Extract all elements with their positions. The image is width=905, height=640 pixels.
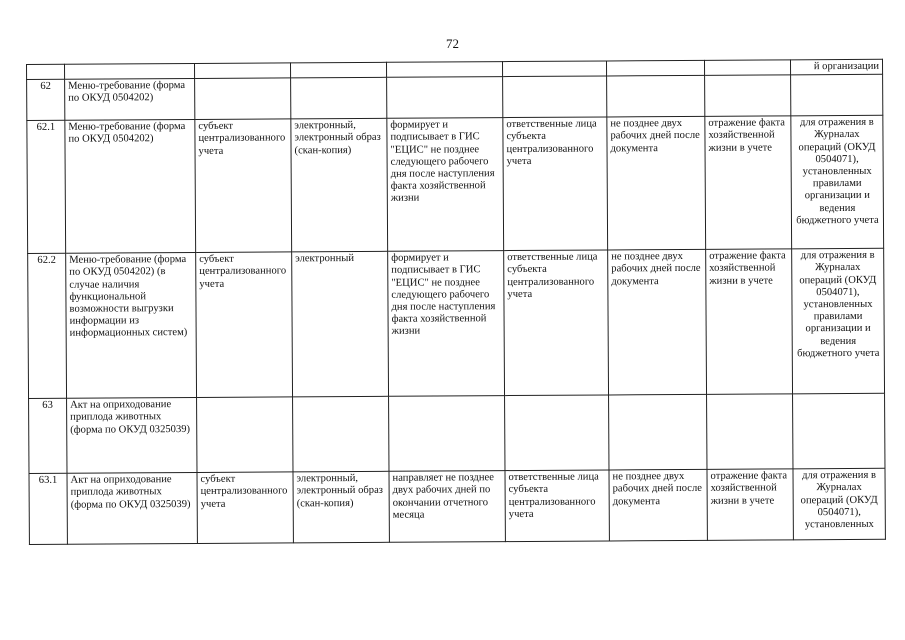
reflection-cell: отражение факта хозяйственной жизни в учете [706,249,793,395]
responsible-cell [505,395,609,471]
format-cell [291,78,387,120]
document-sheet [26,59,885,592]
responsible-cell [503,76,607,118]
responsible-cell: ответственные лица субъекта централизованного учета [505,470,609,542]
reflection-cell: отражение факта хозяйственной жизни в учете [705,116,792,250]
document-flow-table [26,59,886,545]
format-cell: электронный, электронный образ (скан-копия) [293,471,389,543]
row-number: 63 [29,398,67,473]
format-cell: электронный [292,251,389,397]
table-cell [606,60,704,76]
subject-cell [197,397,293,473]
purpose-cell: для отражения в Журналах операций (ОКУД 0504071), установленных правилами организации и ведения бюджетного учета [792,248,885,394]
purpose-cell [793,393,885,469]
table-cell [386,62,502,78]
table-cell [27,64,65,79]
document-name: Меню-требование (форма по ОКУД 0504202) [65,120,196,254]
action-cell [389,396,505,472]
deadline-cell [609,395,707,471]
purpose-cell: для отражения в Журналах операций (ОКУД 0504071), установленных [793,468,885,540]
table-cell [790,59,882,75]
action-cell [387,77,503,119]
table-row [29,393,885,473]
table-cell [704,60,790,76]
continued-text: й организации [813,60,880,73]
deadline-cell: не позднее двух рабочих дней после документа [607,117,706,251]
reflection-cell: отражение факта хозяйственной жизни в учете [707,469,793,541]
table-cell [65,63,195,79]
subject-cell [195,78,291,120]
table-row [27,74,883,120]
subject-cell: субъект централизованного учета [197,472,293,544]
reflection-cell [705,75,791,117]
row-number: 62.2 [28,253,67,398]
document-name: Акт на оприходование приплода животных (форма по ОКУД 0325039) [67,398,197,474]
table-row [27,115,884,253]
purpose-cell [791,74,883,116]
table-row [28,248,885,398]
deadline-cell: не позднее двух рабочих дней после документа [609,470,707,542]
purpose-cell: для отражения в Журналах операций (ОКУД 0504071), установленных правилами организации и ведения бюджетного учета [791,115,884,249]
format-cell [293,396,389,472]
table-row [29,468,885,544]
subject-cell: субъект централизованного учета [195,119,292,253]
responsible-cell: ответственные лица субъекта централизованного учета [503,117,608,251]
responsible-cell: ответственные лица субъекта централизованного учета [504,250,609,396]
row-number: 62 [27,79,65,120]
action-cell: направляет не позднее двух рабочих дней по окончании отчетного месяца [389,471,505,543]
deadline-cell: не позднее двух рабочих дней после документа [608,250,707,396]
document-name: Меню-требование (форма по ОКУД 0504202) [65,79,195,121]
reflection-cell [707,394,793,470]
row-number: 62.1 [27,120,66,253]
action-cell: формирует и подписывает в ГИС "ЕЦИС" не позднее следующего рабочего дня после наступления факта хозяйственной жизни [388,251,505,397]
page-number: 72 [446,36,459,51]
document-name: Меню-требование (форма по ОКУД 0504202) (в случае наличия функциональной возможности выгрузки информации из информационных систем) [66,253,197,399]
table-cell [290,62,386,78]
document-name: Акт на оприходование приплода животных (форма по ОКУД 0325039) [67,473,197,545]
format-cell: электронный, электронный образ (скан-копия) [291,118,388,252]
row-number: 63.1 [29,473,67,544]
action-cell: формирует и подписывает в ГИС "ЕЦИС" не позднее следующего рабочего дня после наступления факта хозяйственной жизни [387,118,504,252]
table-cell [194,63,290,79]
table-cell [502,61,606,77]
subject-cell: субъект централизованного учета [196,252,293,398]
deadline-cell [607,76,705,118]
